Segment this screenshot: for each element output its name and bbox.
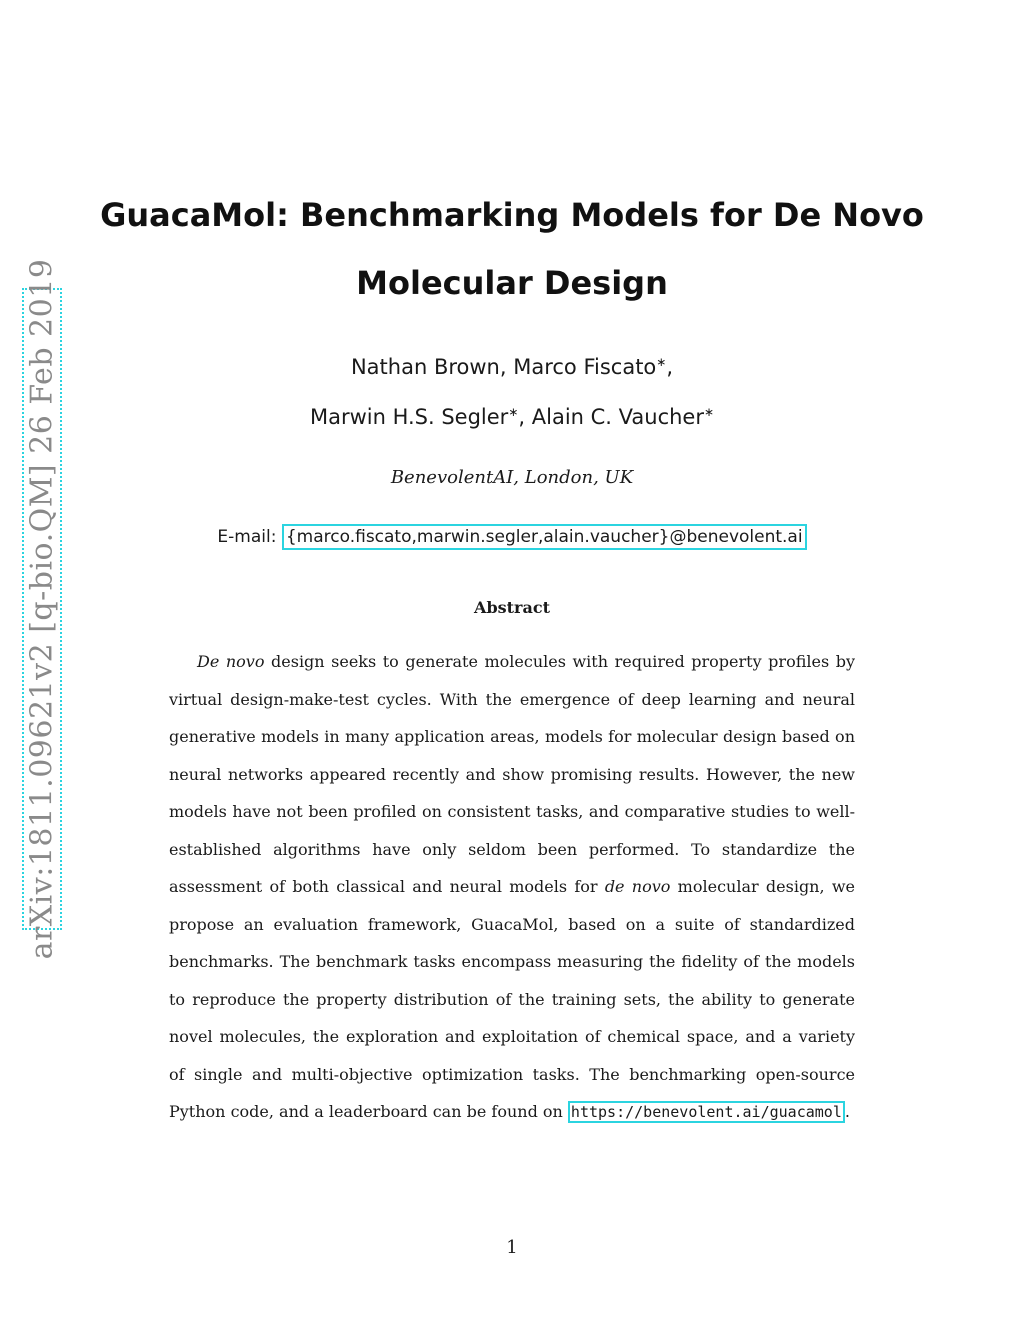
paper-title-line-2: Molecular Design [356,264,668,302]
author-marwin-segler: Marwin H.S. Segler [309,405,509,429]
paper-title-line-1: GuacaMol: Benchmarking Models for De Novo [100,196,924,234]
author-line-2: Marwin H.S. Segler∗, Alain C. Vaucher∗ [309,405,715,429]
author-line-1: Nathan Brown, Marco Fiscato∗, [350,355,674,379]
email-label: E-mail: [217,527,282,547]
abstract-italic-de-novo: de novo [604,877,671,896]
abstract-body [169,643,855,1132]
guacamol-link[interactable]: https://benevolent.ai/guacamol [568,1101,845,1123]
corresponding-mark: ∗ [656,355,667,369]
email-link[interactable]: {marco.fiscato,marwin.segler,alain.vaucher}@benevolent.ai [282,524,807,550]
abstract-heading: Abstract [474,598,550,617]
abstract-end-period: . [844,1102,850,1121]
author-nathan-brown: Nathan Brown [350,355,500,379]
abstract-text-part-2: molecular design, we propose an evaluation framework, GuacaMol, based on a suite of standardized benchmarks. The benchmark tasks encompass measuring the fidelity of the models to reproduce the property distribution of the training sets, the ability to generate novel molecules, the exploration and exploitation of chemical space, and a variety of single and multi-objective optimization tasks. The benchmarking open-source Python code, and a leaderboard can be found on [169,877,855,1121]
abstract-italic-de-novo: De novo [197,652,265,671]
author-marco-fiscato: Marco Fiscato [513,355,657,379]
author-alain-vaucher: Alain C. Vaucher [531,405,704,429]
abstract-text-part-1: design seeks to generate molecules with required property profiles by virtual design-make-test cycles. With the emergence of deep learning and neural generative models in many application areas, models for molecular design based on neural networks appeared recently and show promising results. However, the new models have not been profiled on consistent tasks, and comparative studies to well-established algorithms have only seldom been performed. To standardize the assessment of both classical and neural models for [169,652,855,896]
corresponding-mark: ∗ [703,405,715,419]
affiliation: BenevolentAI, London, UK [390,467,634,488]
corresponding-mark: ∗ [508,405,519,419]
email-line [0,527,1024,547]
page-number: 1 [506,1237,518,1258]
arxiv-identifier-text: arXiv:1811.09621v2 [q-bio.QM] 26 Feb 2019 [24,258,60,960]
